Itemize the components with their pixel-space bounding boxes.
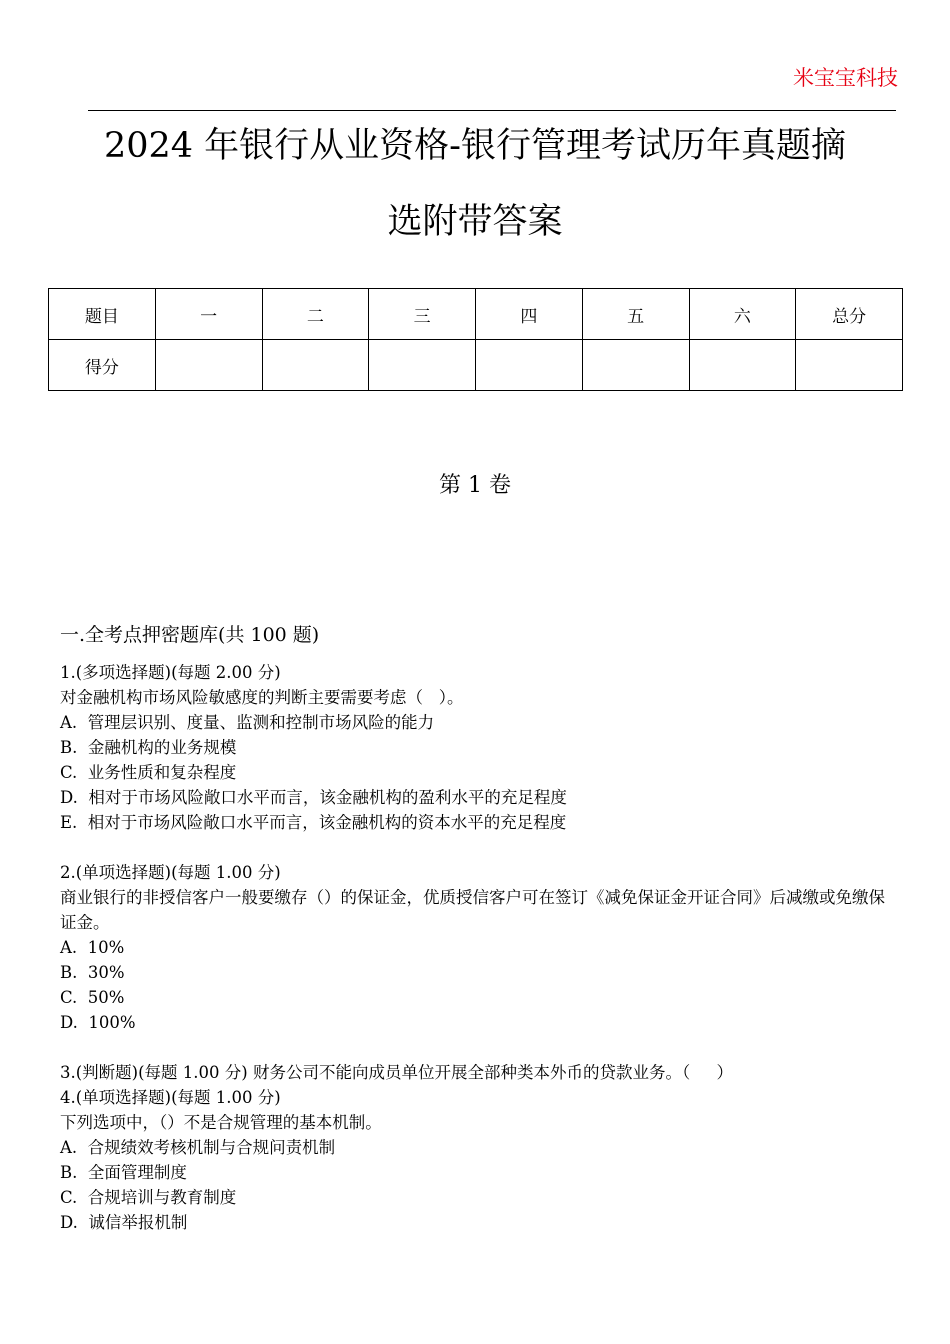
score-header-cell: 六: [689, 289, 796, 340]
question-head: 1.(多项选择题)(每题 2.00 分): [60, 663, 281, 682]
score-header-cell: 题目: [49, 289, 156, 340]
question-option: A. 10%: [60, 938, 125, 957]
score-cell: [582, 340, 689, 391]
score-table-score-row: [49, 340, 903, 391]
section-title: 一.全考点押密题库(共 100 题): [60, 624, 320, 646]
question-head: 3.(判断题)(每题 1.00 分) 财务公司不能向成员单位开展全部种类本外币的贷款业务。（ ）: [60, 1063, 733, 1082]
score-cell: [155, 340, 262, 391]
question-option: B. 金融机构的业务规模: [60, 738, 237, 757]
question-option: A. 管理层识别、度量、监测和控制市场风险的能力: [60, 713, 435, 732]
question-option: B. 30%: [60, 963, 125, 982]
question-3: [60, 1060, 900, 1085]
question-stem: 对金融机构市场风险敏感度的判断主要需要考虑（ ）。: [60, 688, 464, 707]
question-stem: 下列选项中，（）不是合规管理的基本机制。: [60, 1113, 382, 1132]
question-content: [60, 623, 900, 1260]
question-option: D. 100%: [60, 1013, 136, 1032]
question-option: C. 合规培训与教育制度: [60, 1188, 237, 1207]
score-cell: [796, 340, 903, 391]
question-1: [60, 660, 900, 835]
score-header-cell: 三: [369, 289, 476, 340]
score-header-cell: 四: [476, 289, 583, 340]
title-line-1: 2024 年银行从业资格-银行管理考试历年真题摘: [103, 126, 847, 166]
score-header-cell: 总分: [796, 289, 903, 340]
question-stem: 商业银行的非授信客户一般要缴存（）的保证金，优质授信客户可在签订《减免保证金开证合同》后减缴或免缴保证金。: [60, 888, 885, 932]
question-option: B. 全面管理制度: [60, 1163, 187, 1182]
question-option: D. 诚信举报机制: [60, 1213, 188, 1232]
score-cell: [369, 340, 476, 391]
score-header-cell: 一: [155, 289, 262, 340]
question-2: [60, 860, 900, 1035]
score-header-cell: 二: [262, 289, 369, 340]
question-option: A. 合规绩效考核机制与合规问责机制: [60, 1138, 336, 1157]
question-option: D. 相对于市场风险敞口水平而言，该金融机构的盈利水平的充足程度: [60, 788, 567, 807]
question-option: C. 50%: [60, 988, 125, 1007]
document-title: [40, 108, 910, 260]
question-4: [60, 1085, 900, 1235]
score-cell: [262, 340, 369, 391]
score-header-cell: 五: [582, 289, 689, 340]
score-table-header-row: [49, 289, 903, 340]
question-option: C. 业务性质和复杂程度: [60, 763, 237, 782]
volume-label: 第 1 卷: [439, 473, 511, 498]
score-row-label: 得分: [49, 340, 156, 391]
score-cell: [476, 340, 583, 391]
brand-name: 米宝宝科技: [793, 66, 898, 90]
score-table: [48, 288, 903, 391]
question-head: 4.(单项选择题)(每题 1.00 分): [60, 1088, 281, 1107]
score-cell: [689, 340, 796, 391]
question-head: 2.(单项选择题)(每题 1.00 分): [60, 863, 281, 882]
title-line-2: 选附带答案: [387, 202, 563, 242]
question-option: E. 相对于市场风险敞口水平而言，该金融机构的资本水平的充足程度: [60, 813, 567, 832]
